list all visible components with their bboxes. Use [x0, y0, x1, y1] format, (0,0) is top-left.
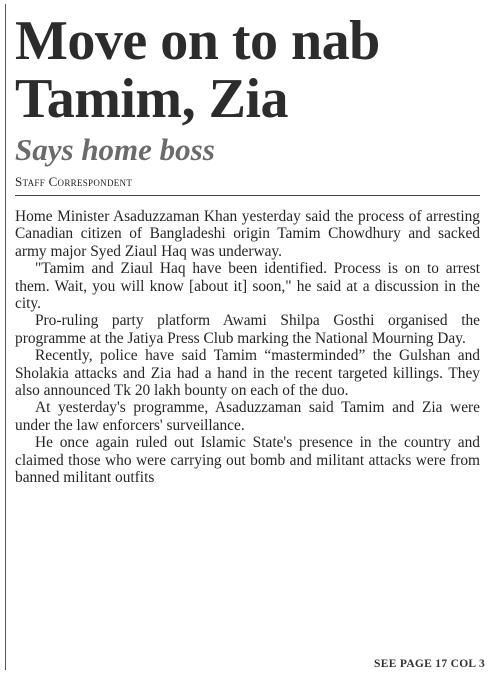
paragraph: "Tamim and Ziaul Haq have been identified. Process is on to arrest them. Wait, you will know [about it] soon," he said at a discussion in the city. [15, 260, 480, 313]
article-body [15, 208, 480, 487]
byline: Staff Correspondent [15, 174, 133, 189]
paragraph: He once again ruled out Islamic State's presence in the country and claimed those who were carrying out bomb and militant attacks were from banned militant outfits [15, 434, 480, 487]
headline [15, 0, 480, 128]
paragraph: Pro-ruling party platform Awami Shilpa Gosthi organised the programme at the Jatiya Press Club marking the National Mourning Day. [15, 312, 480, 347]
headline-line-2: Tamim, Zia [15, 68, 288, 130]
headline-line-1: Move on to nab [15, 10, 380, 72]
column-rule [5, 4, 6, 670]
paragraph: At yesterday's programme, Asaduzzaman said Tamim and Zia were under the law enforcers' surveillance. [15, 399, 480, 434]
subheadline: Says home boss [15, 132, 215, 167]
paragraph: Recently, police have said Tamim “masterminded” the Gulshan and Sholakia attacks and Zia had a hand in the recent targeted killings. They also announced Tk 20 lakh bounty on each of the duo. [15, 347, 480, 400]
paragraph: Home Minister Asaduzzaman Khan yesterday said the process of arresting Canadian citizen of Bangladeshi origin Tamim Chowdhury and sacked army major Syed Ziaul Haq was underway. [15, 208, 480, 260]
continuation-note: SEE PAGE 17 COL 3 [374, 658, 485, 670]
byline-divider [15, 195, 480, 196]
article [15, 0, 480, 487]
